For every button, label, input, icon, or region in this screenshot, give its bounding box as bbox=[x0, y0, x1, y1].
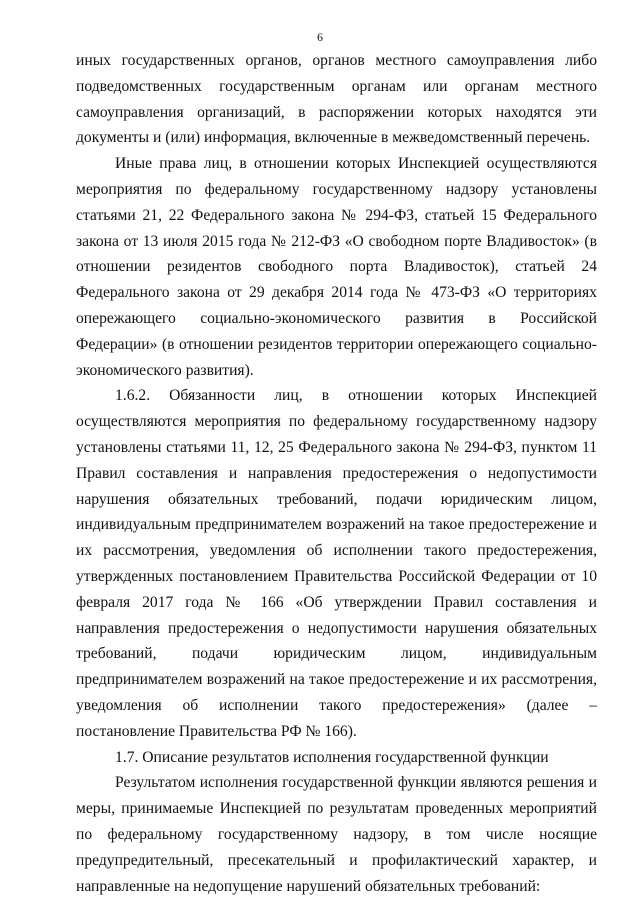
paragraph-other-rights: Иные права лиц, в отношении которых Инспекцией осуществляются мероприятия по федеральному государственному надзору установлены статьями 21, 22 Федерального закона № 294-ФЗ, статьей 15 Федерального закона от 13 июля 2015 года № 212-ФЗ «О свободном порте Владивосток» (в отношении резидентов свободного порта Владивосток), статьей 24 Федерального закона от 29 декабря 2014 года № 473-ФЗ «О территориях опережающего социально-экономического развития в Российской Федерации» (в отношении резидентов территории опережающего социально-экономического развития). bbox=[76, 155, 597, 379]
section-heading-results: 1.7. Описание результатов исполнения государственной функции bbox=[115, 748, 549, 766]
paragraph-continuation: иных государственных органов, органов местного самоуправления либо подведомственных государственным органам или органам местного самоуправления организаций, в распоряжении которых находятся эти документы и (или) информация, включенные в межведомственный перечень. bbox=[76, 52, 597, 147]
page-number: 6 bbox=[317, 30, 323, 44]
paragraph-obligations: 1.6.2. Обязанности лиц, в отношении которых Инспекцией осуществляются мероприятия по федеральному государственному надзору установлены статьями 11, 12, 25 Федерального закона № 294-ФЗ, пунктом 11 Правил составления и направления предостережения о недопустимости нарушения обязательных требований, подачи юридическим лицом, индивидуальным предпринимателем возражений на такое предостережение и их рассмотрения, уведомления об исполнении такого предостережения, утвержденных постановлением Правительства Российской Федерации от 10 февраля 2017 года № 166 «Об утверждении Правил составления и направления предостережения о недопустимости нарушения обязательных требований, подачи юридическим лицом, индивидуальным предпринимателем возражений на такое предостережение и их рассмотрения, уведомления об исполнении такого предостережения» (далее – постановление Правительства РФ № 166). bbox=[76, 387, 597, 740]
paragraph-results: Результатом исполнения государственной функции являются решения и меры, принимаемые Инспекцией по результатам проведенных мероприятий по федеральному государственному надзору, в том числе носящие предупредительный, пресекательный и профилактический характер, и направленные на недопущение нарушений обязательных требований: bbox=[76, 774, 597, 895]
document-body bbox=[76, 48, 597, 899]
